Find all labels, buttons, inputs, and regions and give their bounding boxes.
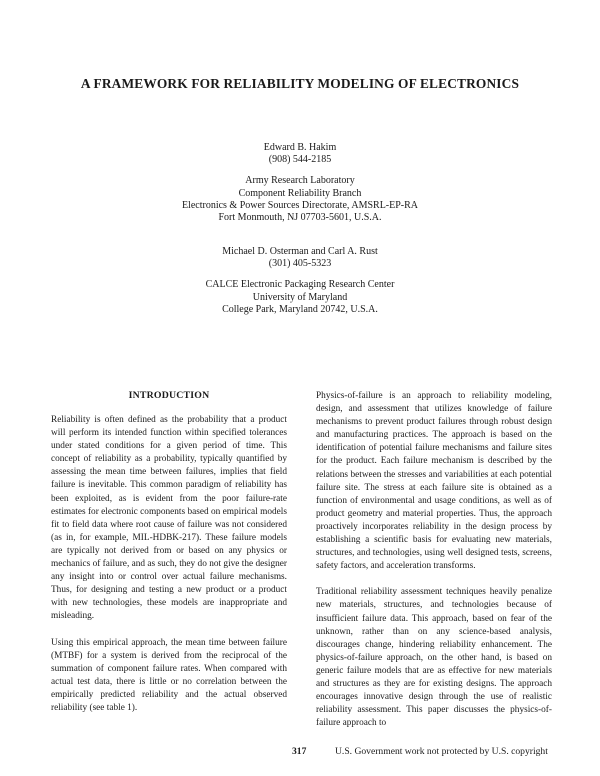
copyright-notice: U.S. Government work not protected by U.S. copyright xyxy=(335,746,548,757)
author-name: Michael D. Osterman and Carl A. Rust xyxy=(222,246,378,257)
page-footer xyxy=(0,746,600,760)
affiliation-line: University of Maryland xyxy=(252,291,348,303)
author-phone: (301) 405-5323 xyxy=(268,258,332,270)
affiliation-line: CALCE Electronic Packaging Research Center xyxy=(205,279,395,291)
affiliation-line: Electronics & Power Sources Directorate, AMSRL-EP-RA xyxy=(181,199,419,211)
paragraph: Physics-of-failure is an approach to reliability modeling, design, and assessment that utilizes knowledge of failure mechanisms to prevent product failures through robust design and manufacturing practices. The approach is based on the identification of potential failure mechanisms and failure sites for the product. Each failure mechanism is described by the relations between the stresses and variabilities at each potential failure site. The stress at each failure site is obtained as a function of environmental and usage conditions, as well as of product geometry and material properties. Thus, the approach proactively incorporates reliability in the design process by establishing a scientific basis for evaluating new materials, structures, and technologies, using well designed tests, screens, safety factors, and acceleration transforms. xyxy=(316,391,552,572)
affiliation-line: Component Reliability Branch xyxy=(238,187,362,199)
paragraph: Traditional reliability assessment techniques heavily penalize new materials, structures, and technologies because of insufficient failure data. This approach, based on fear of the unknown, rather than on any science-based analysis, discourages change, hindering reliability enhancement. The physics-of-failure approach, on the other hand, is based on generic failure models that are as effective for new materials and structures as they are for existing designs. The approach encourages innovative design through the use of realistic reliability assessment. This paper discusses the physics-of-failure approach to xyxy=(316,587,552,729)
author-name: Edward B. Hakim xyxy=(263,142,337,153)
paragraph: Reliability is often defined as the probability that a product will perform its intended function within specified tolerances under stated conditions for a given period of time. This concept of reliability as a probability, typically quantified by assessing the mean time between failures, implies that field failure is inevitable. This common paradigm of reliability has been exploited, as is evident from the poor failure-rate estimates for electronic components based on empirical models fit to field data where root cause of failure was not considered (as in, for example, MIL-HDBK-217). These failure models are typically not derived from or based on any physics or mechanics of failure, and as such, they do not give the designer any insight into or control over actual failure mechanisms. Thus, for designing and testing a new product or a product with new technologies, these models are inappropriate and misleading. xyxy=(51,415,287,622)
author-block-1 xyxy=(0,142,600,224)
right-column xyxy=(316,390,552,743)
section-heading: INTRODUCTION xyxy=(128,390,210,401)
affiliation-line: Fort Monmouth, NJ 07703-5601, U.S.A. xyxy=(218,212,382,224)
paragraph: Using this empirical approach, the mean time between failure (MTBF) for a system is derived from the reciprocal of the summation of component failure rates. When compared with actual test data, there is little or no correlation between the empirically predicted reliability and the actual observed reliability (see table 1). xyxy=(51,637,287,713)
author-phone: (908) 544-2185 xyxy=(268,154,332,166)
left-column xyxy=(51,390,287,728)
author-block-2 xyxy=(0,246,600,316)
page-number: 317 xyxy=(292,746,307,757)
paper-title: A FRAMEWORK FOR RELIABILITY MODELING OF ELECTRONICS xyxy=(80,76,520,91)
affiliation-line: Army Research Laboratory xyxy=(245,175,355,187)
affiliation-line: College Park, Maryland 20742, U.S.A. xyxy=(222,303,378,315)
